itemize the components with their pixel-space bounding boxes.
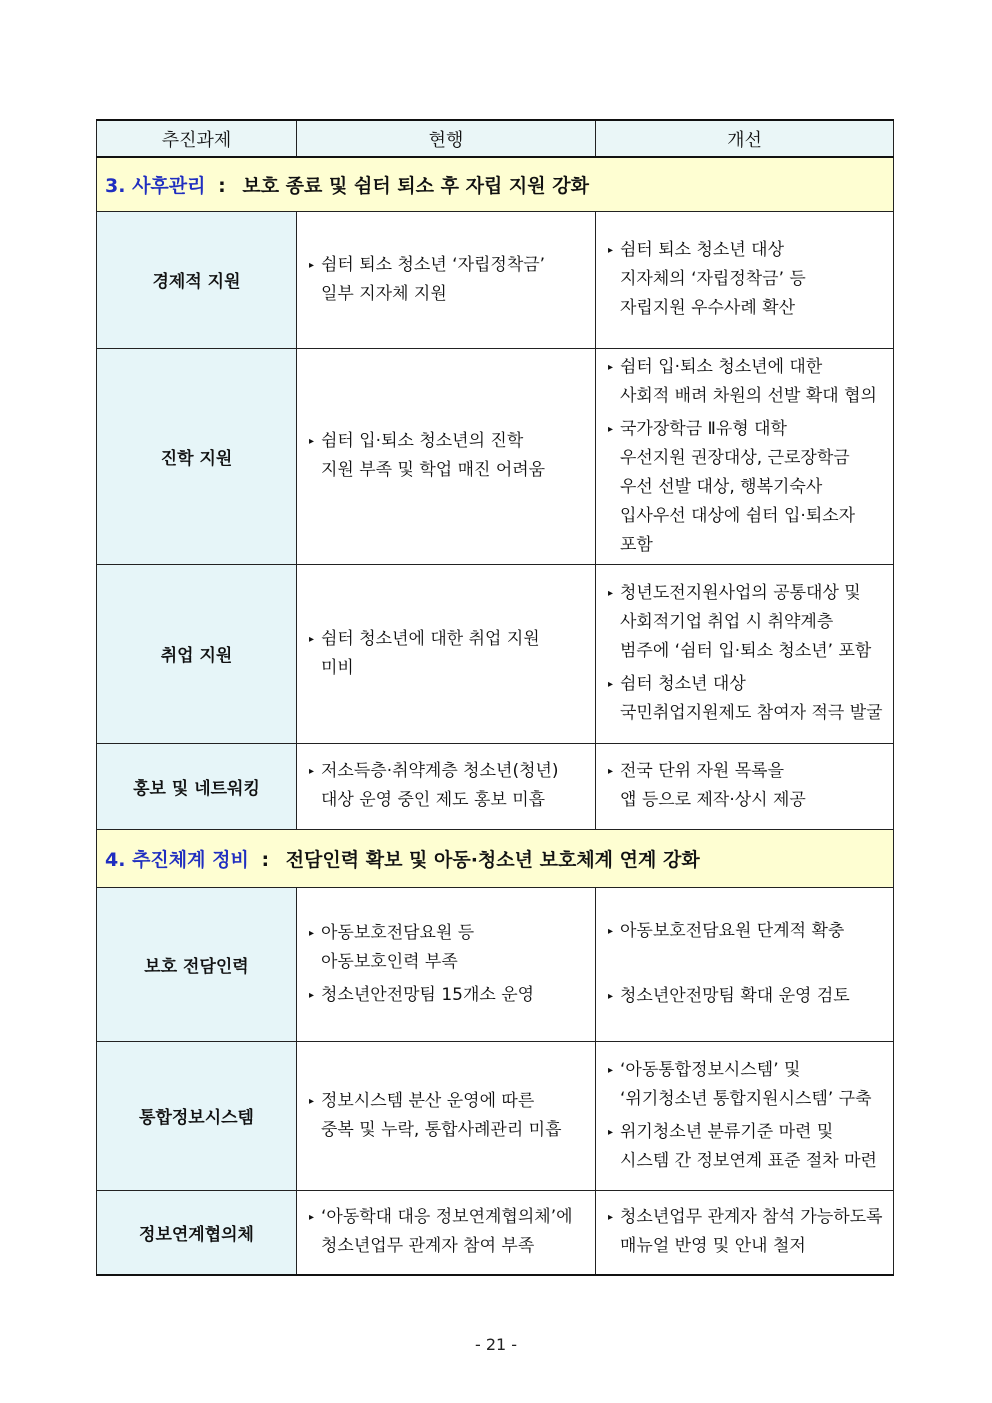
- improvement-cell: [596, 1041, 894, 1190]
- row-category: 홍보 및 네트워킹: [97, 743, 297, 829]
- current-cell: [297, 743, 596, 829]
- item-text: 쉼터 퇴소 청소년 ‘자립정착금’ 일부 지자체 지원: [321, 254, 546, 304]
- item-text: 전국 단위 자원 목록을 앱 등으로 제작·상시 제공: [620, 761, 806, 810]
- row-category: 정보연계협의체: [97, 1190, 297, 1275]
- item-text: 쉼터 입·퇴소 청소년의 진학 지원 부족 및 학업 매진 어려움: [321, 431, 546, 480]
- item-text: 쉼터 퇴소 청소년 대상 지자체의 ‘자립정착금’ 등 자립지원 우수사례 확산: [620, 240, 806, 318]
- item-text: 아동보호전담요원 단계적 확충: [620, 921, 845, 941]
- bullet-icon: ▸: [608, 926, 614, 937]
- bullet-icon: ▸: [608, 361, 614, 373]
- policy-table: [96, 119, 894, 1276]
- section-4-row: [97, 829, 894, 887]
- list-item: [608, 415, 883, 560]
- bullet-icon: ▸: [309, 436, 315, 447]
- item-text: 청년도전지원사업의 공통대상 및 사회적기업 취업 시 취약계층 범주에 ‘쉼터 입·퇴소 청소년’ 포함: [620, 583, 872, 661]
- bullet-icon: ▸: [309, 633, 315, 645]
- table-row: [97, 887, 894, 1041]
- item-text: 쉼터 입·퇴소 청소년에 대한 사회적 배려 차원의 선발 확대 협의: [620, 356, 877, 406]
- page-number: - 21 -: [474, 1335, 518, 1354]
- improvement-cell: [596, 211, 894, 348]
- table-row: [97, 1190, 894, 1275]
- header-improvement: 개선: [596, 120, 894, 157]
- spacer: [608, 950, 883, 978]
- improvement-cell: [596, 743, 894, 829]
- bullet-icon: ▸: [309, 766, 315, 777]
- bullet-icon: ▸: [608, 1064, 614, 1076]
- improvement-cell: [596, 1190, 894, 1275]
- table-header-row: [97, 120, 894, 157]
- header-current: 현행: [297, 120, 596, 157]
- current-cell: [297, 1041, 596, 1190]
- section-4-name: 추진체계 정비: [132, 848, 249, 871]
- current-cell: [297, 211, 596, 348]
- bullet-icon: ▸: [608, 588, 614, 599]
- item-text: 저소득층·취약계층 청소년(청년) 대상 운영 중인 제도 홍보 미흡: [321, 761, 559, 810]
- row-category: 경제적 지원: [97, 211, 297, 348]
- improvement-cell: [596, 564, 894, 743]
- list-item: [608, 757, 883, 815]
- bullet-icon: ▸: [309, 927, 315, 939]
- item-text: 위기청소년 분류기준 마련 및 시스템 간 정보연계 표준 절차 마련: [620, 1121, 877, 1171]
- bullet-icon: ▸: [608, 766, 614, 777]
- list-item: [608, 1118, 883, 1176]
- bullet-icon: ▸: [608, 1212, 614, 1224]
- table-row: [97, 743, 894, 829]
- list-item: [608, 236, 883, 323]
- list-item: [309, 757, 585, 815]
- list-item: [608, 579, 883, 666]
- item-text: 청소년안전망팀 15개소 운영: [321, 984, 535, 1005]
- section-3-row: [97, 157, 894, 211]
- section-4-number: 4.: [105, 848, 126, 871]
- table-row: [97, 1041, 894, 1190]
- section-4-heading: [97, 829, 894, 887]
- row-category: 보호 전담인력: [97, 887, 297, 1041]
- current-cell: [297, 348, 596, 564]
- list-item: [309, 427, 585, 485]
- bullet-icon: ▸: [608, 991, 614, 1002]
- item-text: 국가장학금 Ⅱ유형 대학 우선지원 권장대상, 근로장학금 우선 선발 대상, 행복기숙사 입사우선 대상에 쉼터 입·퇴소자 포함: [620, 418, 856, 555]
- current-cell: [297, 564, 596, 743]
- list-item: [608, 1056, 883, 1114]
- list-item: [309, 625, 585, 683]
- item-text: 아동보호전담요원 등 아동보호인력 부족: [321, 922, 475, 972]
- improvement-cell: [596, 348, 894, 564]
- list-item: [309, 251, 585, 309]
- bullet-icon: ▸: [309, 259, 315, 271]
- item-text: 정보시스템 분산 운영에 따른 중복 및 누락, 통합사례관리 미흡: [321, 1090, 562, 1140]
- section-3-name: 사후관리: [132, 174, 206, 197]
- item-text: 쉼터 청소년에 대한 취업 지원 미비: [321, 628, 540, 678]
- list-item: [309, 1087, 585, 1145]
- table-row: [97, 348, 894, 564]
- bullet-icon: ▸: [608, 1126, 614, 1138]
- section-3-number: 3.: [105, 174, 126, 197]
- row-category: 취업 지원: [97, 564, 297, 743]
- bullet-icon: ▸: [608, 423, 614, 435]
- list-item: [309, 981, 585, 1010]
- item-text: 청소년업무 관계자 참석 가능하도록 매뉴얼 반영 및 안내 철저: [620, 1207, 883, 1257]
- list-item: [608, 1203, 883, 1261]
- section-4-title: 전담인력 확보 및 아동·청소년 보호체계 연계 강화: [285, 848, 700, 871]
- item-text: 쉼터 청소년 대상 국민취업지원제도 참여자 적극 발굴: [620, 674, 883, 723]
- improvement-cell: [596, 887, 894, 1041]
- bullet-icon: ▸: [608, 679, 614, 690]
- bullet-icon: ▸: [309, 1095, 315, 1107]
- header-task: 추진과제: [97, 120, 297, 157]
- bullet-icon: ▸: [309, 1212, 315, 1224]
- list-item: [608, 353, 883, 411]
- item-text: ‘아동학대 대응 정보연계협의체’에 청소년업무 관계자 참여 부족: [321, 1207, 573, 1257]
- item-text: 청소년안전망팀 확대 운영 검토: [620, 986, 850, 1006]
- list-item: [608, 982, 883, 1011]
- table-row: [97, 211, 894, 348]
- current-cell: [297, 1190, 596, 1275]
- section-3-title: 보호 종료 및 쉼터 퇴소 후 자립 지원 강화: [242, 174, 589, 197]
- table-row: [97, 564, 894, 743]
- section-4-colon: :: [261, 848, 270, 871]
- list-item: [309, 1203, 585, 1261]
- item-text: ‘아동통합정보시스템’ 및 ‘위기청소년 통합지원시스템’ 구축: [620, 1059, 872, 1109]
- list-item: [309, 919, 585, 977]
- row-category: 진학 지원: [97, 348, 297, 564]
- list-item: [608, 670, 883, 728]
- current-cell: [297, 887, 596, 1041]
- row-category: 통합정보시스템: [97, 1041, 297, 1190]
- bullet-icon: ▸: [608, 245, 614, 256]
- list-item: [608, 917, 883, 946]
- section-3-colon: :: [218, 174, 226, 197]
- section-3-heading: [97, 157, 894, 211]
- bullet-icon: ▸: [309, 989, 315, 1001]
